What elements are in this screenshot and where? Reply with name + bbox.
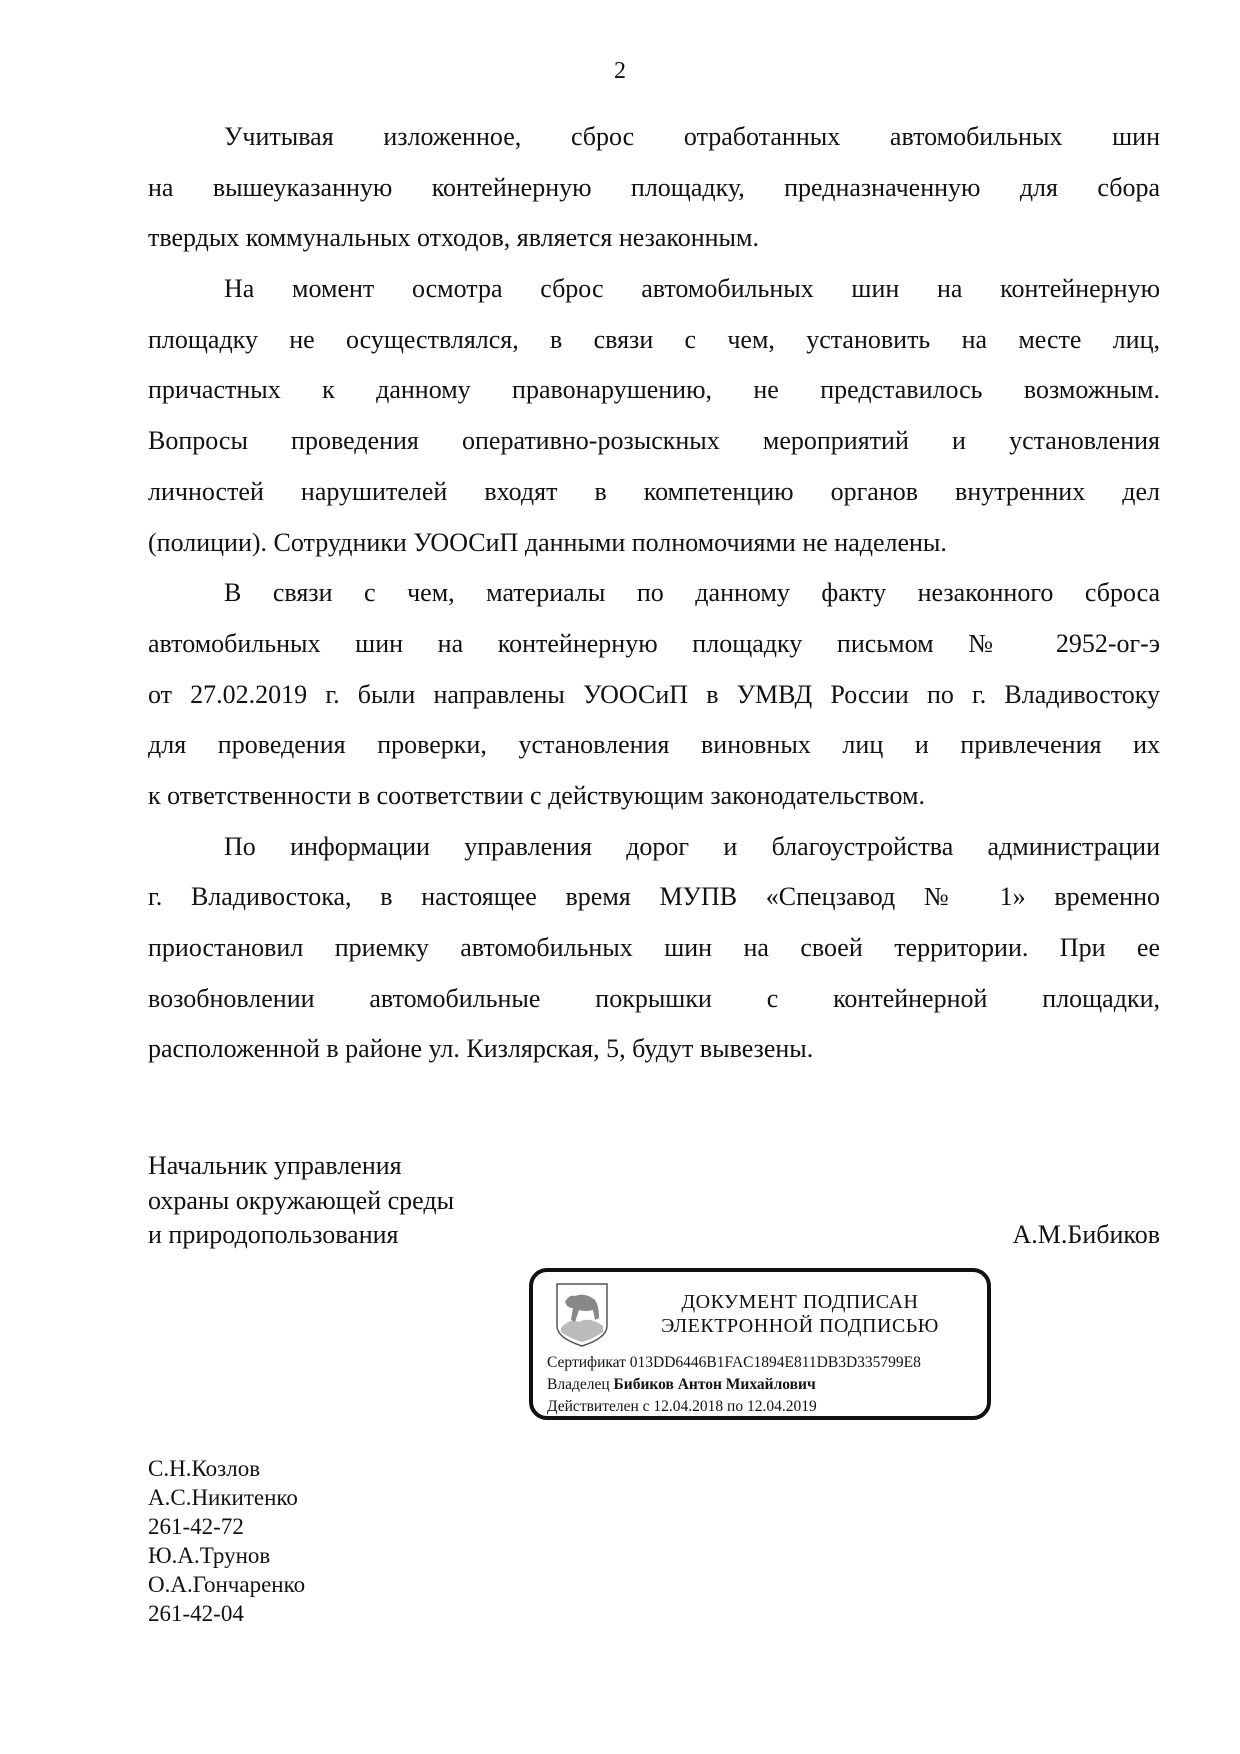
text-line: для проведения проверки, установления виновных лиц и привлечения их <box>148 730 1160 760</box>
text-line: возобновлении автомобильные покрышки с контейнерной площадки, <box>148 983 1160 1013</box>
text-line: на вышеуказанную контейнерную площадку, предназначенную для сбора <box>148 172 1160 202</box>
text-line: автомобильных шин на контейнерную площадку письмом № 2952-ог-э <box>148 628 1160 658</box>
contacts <box>148 1455 305 1628</box>
text-line: твердых коммунальных отходов, является незаконным. <box>148 223 759 253</box>
text-line: г. Владивостока, в настоящее время МУПВ «Спецзавод № 1» временно <box>148 882 1160 912</box>
owner-row <box>547 1376 816 1394</box>
text-line: приостановил приемку автомобильных шин на своей территории. При ее <box>148 933 1160 962</box>
text-line: В связи с чем, материалы по данному факту незаконного сброса <box>224 578 1160 608</box>
text-line: причастных к данному правонарушению, не представилось возможным. <box>148 375 1160 405</box>
text-line: На момент осмотра сброс автомобильных шин на контейнерную <box>224 274 1160 304</box>
certificate-row <box>547 1354 921 1372</box>
page-number: 2 <box>614 58 626 84</box>
stamp-title <box>633 1290 967 1338</box>
text-line: от 27.02.2019 г. были направлены УООСиП в УМВД России по г. Владивостоку <box>148 679 1160 709</box>
contact-line: 261-42-72 <box>148 1513 244 1539</box>
certificate-value: 013DD6446B1FAC1894E811DB3D335799E8 <box>629 1354 921 1371</box>
contact-line: С.Н.Козлов <box>148 1456 261 1481</box>
text-line: (полиции). Сотрудники УООСиП данными полномочиями не наделены. <box>148 527 947 557</box>
electronic-signature-stamp <box>529 1268 991 1420</box>
text-line: личностей нарушителей входят в компетенцию органов внутренних дел <box>148 476 1160 506</box>
text-line: Вопросы проведения оперативно-розыскных мероприятий и установления <box>148 426 1160 456</box>
position-line: и природопользования <box>148 1220 399 1249</box>
contact-line: 261-42-04 <box>148 1600 244 1626</box>
signer-name: А.М.Бибиков <box>1012 1220 1160 1249</box>
contact-line: Ю.А.Трунов <box>148 1542 271 1568</box>
vladivostok-coat-of-arms-icon <box>555 1282 609 1348</box>
position-line: охраны окружающей среды <box>148 1185 455 1215</box>
text-line: площадку не осуществлялся, в связи с чем, установить на месте лиц, <box>148 324 1160 354</box>
owner-label: Владелец <box>547 1376 610 1393</box>
text-line: расположенной в районе ул. Кизлярская, 5, будут вывезены. <box>148 1034 814 1064</box>
text-line: Учитывая изложенное, сброс отработанных автомобильных шин <box>224 122 1160 151</box>
text-line: к ответственности в соответствии с действующим законодательством. <box>148 780 925 810</box>
letter-body <box>148 112 1160 1075</box>
stamp-title-line: ЭЛЕКТРОННОЙ ПОДПИСЬЮ <box>661 1315 939 1337</box>
signature-position <box>148 1149 454 1253</box>
text-line: По информации управления дорог и благоустройства администрации <box>224 831 1160 861</box>
position-line: Начальник управления <box>148 1151 402 1180</box>
validity-row: Действителен с 12.04.2018 по 12.04.2019 <box>547 1398 817 1415</box>
contact-line: А.С.Никитенко <box>148 1484 298 1510</box>
stamp-title-line: ДОКУМЕНТ ПОДПИСАН <box>681 1291 919 1313</box>
contact-line: О.А.Гончаренко <box>148 1571 306 1597</box>
certificate-label: Сертификат <box>547 1354 626 1371</box>
owner-value: Бибиков Антон Михайлович <box>613 1376 816 1393</box>
